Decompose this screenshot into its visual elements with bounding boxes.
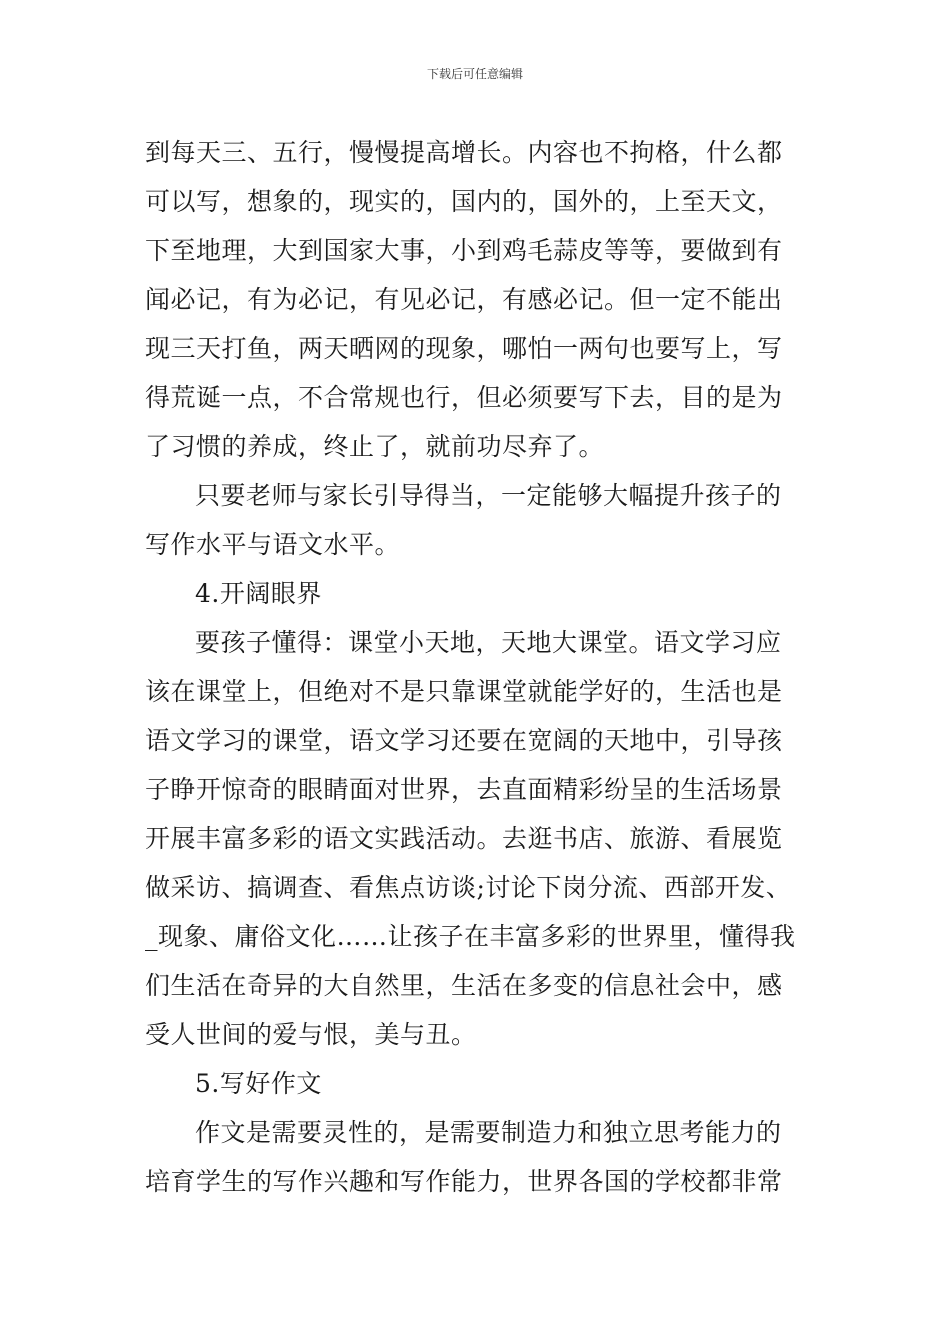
text-line: 可以写，想象的，现实的，国内的，国外的，上至天文， bbox=[145, 187, 783, 216]
text-line: 只要老师与家长引导得当，一定能够大幅提升孩子的 bbox=[195, 481, 782, 510]
page-header: 下载后可任意编辑 bbox=[426, 67, 523, 81]
text-line: 要孩子懂得：课堂小天地，天地大课堂。语文学习应 bbox=[195, 628, 782, 657]
text-line: 子睁开惊奇的眼睛面对世界，去直面精彩纷呈的生活场景 bbox=[145, 775, 783, 804]
text-line: 闻必记，有为必记，有见必记，有感必记。但一定不能出 bbox=[145, 285, 783, 314]
text-line: _现象、庸俗文化……让孩子在丰富多彩的世界里，懂得我 bbox=[145, 922, 796, 951]
text-line: 到每天三、五行，慢慢提高增长。内容也不拘格，什么都 bbox=[145, 138, 783, 167]
document-body bbox=[145, 128, 809, 1206]
text-line: 语文学习的课堂，语文学习还要在宽阔的天地中，引导孩 bbox=[145, 726, 783, 755]
text-line: 得荒诞一点，不合常规也行，但必须要写下去，目的是为 bbox=[145, 383, 783, 412]
text-line: 作文是需要灵性的，是需要制造力和独立思考能力的 bbox=[195, 1118, 782, 1147]
text-line: 写作水平与语文水平。 bbox=[145, 530, 401, 559]
text-line: 下至地理，大到国家大事，小到鸡毛蒜皮等等，要做到有 bbox=[145, 236, 783, 265]
text-line: 受人世间的爱与恨，美与丑。 bbox=[145, 1020, 477, 1049]
text-line: 了习惯的养成，终止了，就前功尽弃了。 bbox=[145, 432, 605, 461]
text-line: 们生活在奇异的大自然里，生活在多变的信息社会中，感 bbox=[145, 971, 783, 1000]
text-line: 现三天打鱼，两天晒网的现象，哪怕一两句也要写上，写 bbox=[145, 334, 783, 363]
text-line: 做采访、搞调查、看焦点访谈;讨论下岗分流、西部开发、 bbox=[145, 873, 792, 902]
text-line: 该在课堂上，但绝对不是只靠课堂就能学好的，生活也是 bbox=[145, 677, 783, 706]
text-line: 培育学生的写作兴趣和写作能力，世界各国的学校都非常 bbox=[145, 1167, 783, 1196]
text-line: 开展丰富多彩的语文实践活动。去逛书店、旅游、看展览 bbox=[145, 824, 783, 853]
section-heading: 4.开阔眼界 bbox=[195, 579, 322, 608]
section-heading: 5.写好作文 bbox=[195, 1069, 322, 1098]
